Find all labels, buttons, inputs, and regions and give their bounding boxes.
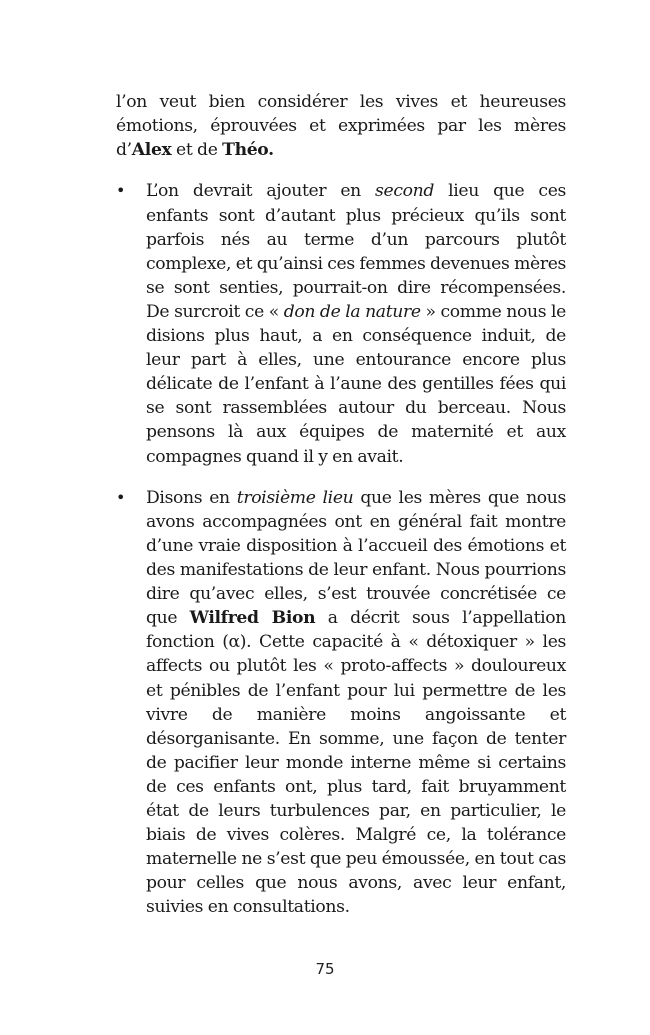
bullet2-text-2: que les mères que nous avons accompagnées ont en général fait montre d’une vraie disposition à l’accueil des émotions et des manifestations de leur enfant. Nous pourrions dire qu’avec elles, s’est trouvée concrétisée ce que (146, 487, 566, 629)
bullet2-emphasis-troisieme-lieu: troisième lieu (236, 487, 354, 508)
bullet1-text-1: L’on devrait ajouter en (146, 181, 376, 202)
intro-name-theo: Théo. (222, 140, 274, 161)
intro-paragraph (116, 90, 566, 162)
bullet2-text-3: a décrit sous l’appellation fonction (α). Cette capacité à « détoxiquer » les affects ou plutôt les « proto-affects » douloureux et pénibles de l’enfant pour lui permettre de les vivre de manière moins angoissante et désorganisante. En somme, une façon de tenter de pacifier leur monde interne même si certains de ces enfants ont, plus tard, fait bruyamment état de leurs turbulences par, en particulier, le biais de vives colères. Malgré ce, la tolérance maternelle ne s’est que peu émoussée, en tout cas pour celles que nous avons, avec leur enfant, suivies en consultations. (146, 608, 566, 918)
list-item-third-text (146, 486, 566, 920)
bullet-icon: • (116, 181, 126, 201)
bullet-icon: • (116, 487, 126, 507)
page-number: 75 (315, 960, 335, 978)
bullet1-text-3: » comme nous le disions plus haut, a en conséquence induit, de leur part à elles, une entourance encore plus délicate de l’enfant à l’aune des gentilles fées qui se sont rassemblées autour du berceau. Nous pensons là aux équipes de maternité et aux compagnes quand il y en avait. (146, 301, 566, 467)
list-item-second-text (146, 179, 566, 468)
bullet2-name-wilfred-bion: Wilfred Bion (189, 608, 316, 629)
list-item-second (116, 179, 566, 468)
bullet2-text-1: Disons en (146, 487, 237, 508)
bullet1-text-2: lieu que ces enfants sont d’autant plus précieux qu’ils sont parfois nés au terme d’un parcours plutôt complexe, et qu’ainsi ces femmes devenues mères se sont senties, pourrait-on dire récompensées. De surcroit ce « (146, 181, 566, 322)
bullet1-emphasis-second: second (375, 181, 434, 202)
page-body (116, 90, 566, 937)
intro-name-alex: Alex (131, 140, 172, 161)
intro-text-1: l’on veut bien considérer les vives et heureuses émotions, éprouvées et exprimées par les mères d’ (116, 92, 566, 161)
list-item-third (116, 486, 566, 920)
intro-text-2: et de (171, 140, 223, 161)
bullet1-emphasis-don-de-la-nature: don de la nature (283, 301, 421, 322)
